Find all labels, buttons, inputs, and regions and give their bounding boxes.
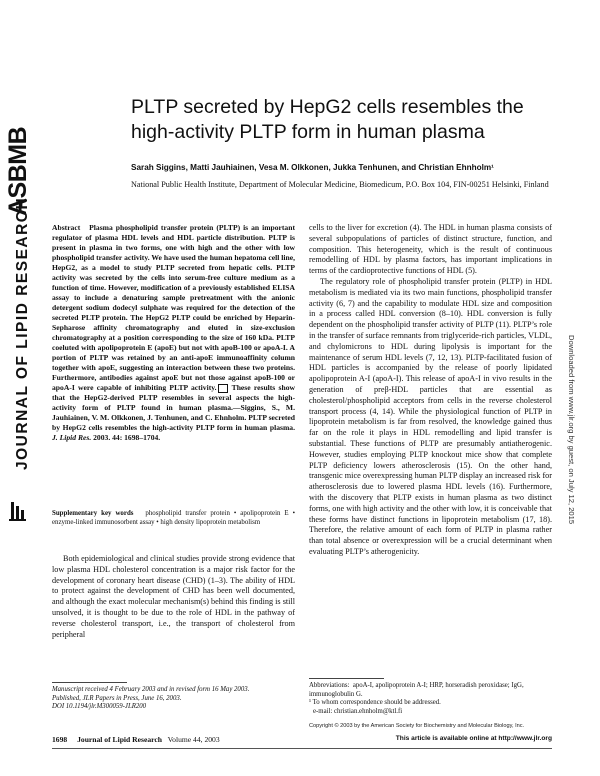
online-availability: This article is available online at http://www.jlr.org	[395, 735, 552, 742]
copyright-line: Copyright © 2003 by the American Society for Biochemistry and Molecular Biology, Inc.	[309, 723, 525, 729]
intro-paragraph: Both epidemiological and clinical studies provide strong evidence that low plasma HDL cholesterol concentration is a major risk factor for the development of coronary heart disease (CHD) (1–3). The ability of HDL to protect against the development of CHD has been well documented, and although the exact molecular mechanism(s) behind this finding is still unsolved, it is thought to be due to the role of HDL in the pathway of reverse cholesterol transport, i.e., the transport of cholesterol from peripheral	[52, 554, 295, 639]
abbreviations	[309, 682, 552, 716]
asbmb-logo-text: ASBMB	[4, 126, 32, 216]
copyright	[309, 723, 559, 730]
download-note: Downloaded from www.jlr.org by guest, on July 12, 2015	[567, 335, 576, 525]
manuscript-published: Published, JLR Papers in Press, June 16, 2003.	[52, 694, 182, 702]
abstract-citation-journal: J. Lipid Res.	[52, 433, 92, 442]
manuscript-doi: DOI 10.1194/jlr.M300059-JLR200	[52, 703, 147, 711]
intro-left-column	[52, 554, 295, 640]
abbreviation-divider	[309, 678, 384, 679]
footnote-divider	[52, 682, 127, 683]
abstract	[52, 223, 295, 443]
right-paragraph-2: The regulatory role of phospholipid transfer protein (PLTP) in HDL metabolism is mediated via its two main functions, phospholipid transfer activity (6, 7) and the capability to modulate HDL size and composition in a process called HDL conversion (8–10). HDL conversion is fully dependent on the phospholipid transfer activity of PLTP (11). PLTP’s role in the transfer of surface remnants from triglyceride-rich particles, VLDL, and chylomicrons to HDL during lipolysis is important for the maintenance of serum HDL levels (7, 12, 13). PLTP-facilitated fusion of HDL particles is accompanied by the release of poorly lipidated apolipoprotein A-I (apoA-I). This release of apoA-I in vivo results in the generation of preβ-HDL particles that are essential as cholesterol/phospholipid acceptors from cells in the reverse cholesterol transport process (4, 14). While the physiological function of PLTP in lipoprotein metabolism is far from resolved, the knowledge gained thus far on the role it plays in HDL remodelling and lipid transfer is substantial. These functions of PLTP are presumably antiatherogenic. However, studies employing PLTP knockout mice show that complete PLTP deficiency lowers atherosclerosis (15). On the other hand, transgenic mice overexpressing human PLTP display an increased risk for atherosclerosis due to lowered plasma HDL levels (16). Furthermore, with the discovery that PLTP exists in human plasma as two distinct forms, one with high activity and the other with low, it is conceivable that these forms have distinct functions in lipoprotein metabolism (17, 18). Therefore, the relative amount of each form of PLTP in plasma rather than total absence or overexpression will be a crucial determinant when evaluating PLTP’s atherogenicity.	[309, 276, 552, 556]
keywords-label: Supplementary key words	[52, 510, 134, 517]
figure-icon	[218, 384, 228, 393]
abbreviations-label: Abbreviations:	[309, 682, 350, 689]
right-paragraph-1: cells to the liver for excretion (4). The HDL in human plasma consists of several subpopulations of particles of distinct structure, function, and composition. This heterogeneity, which is the result of continuous remodelling of HDL by plasma factors, has important implications in terms of the cardioprotective functions of HDL (5).	[309, 223, 552, 276]
footer-divider	[52, 748, 552, 749]
footer-volume: Volume 44, 2003	[167, 735, 220, 744]
correspondence-note: ¹ To whom correspondence should be addressed.	[309, 699, 441, 707]
page-number: 1698	[52, 735, 68, 744]
abstract-text-2: These results show that the HepG2-derived PLTP resembles in several aspects the high-activity form of PLTP found in human plasma.—Siggins, S., M. Jauhiainen, V. M. Olkkonen, J. Tenhunen, and C. Ehnholm. PLTP secreted by HepG2 cells resembles the high-activity PLTP form in human plasma.	[52, 383, 295, 432]
article-title: PLTP secreted by HepG2 cells resembles the high-activity PLTP form in human plasma	[131, 96, 524, 143]
keywords	[52, 509, 295, 527]
author-list: Sarah Siggins, Matti Jauhiainen, Vesa M. Olkkonen, Jukka Tenhunen, and Christian Ehnholm¹	[131, 163, 494, 172]
keywords-text: phospholipid transfer protein • apolipoprotein E • enzyme-linked immunosorbent assay • high density lipoprotein metabolism	[52, 510, 296, 526]
footer-journal: Journal of Lipid Research	[77, 735, 162, 744]
journal-logo-icon	[8, 500, 28, 522]
abstract-citation-tail: 2003. 44: 1698–1704.	[91, 433, 161, 442]
page-footer	[52, 735, 552, 744]
manuscript-info	[52, 686, 295, 712]
affiliation: National Public Health Institute, Department of Molecular Medicine, Biomedicum, P.O. Box 104, FIN-00251 Helsinki, Finland	[131, 180, 549, 189]
email-note: e-mail: christian.ehnholm@ktl.fi	[313, 707, 403, 715]
abbreviations-text: apoA-I, apolipoprotein A-I; HRP, horseradish peroxidase; IgG, immunoglobulin G.	[309, 682, 524, 698]
manuscript-received: Manuscript received 4 February 2003 and in revised form 16 May 2003.	[52, 686, 250, 693]
journal-side-title: JOURNAL OF LIPID RESEARCH	[14, 196, 31, 470]
abstract-label: Abstract	[52, 223, 81, 232]
abstract-text: Plasma phospholipid transfer protein (PLTP) is an important regulator of plasma HDL levels and HDL particle distribution. PLTP is present in plasma in two forms, one with high and the other with low phospholipid transfer activity. We have used the human hepatoma cell line, HepG2, as a model to study PLTP secreted from hepatic cells. PLTP activity was secreted by the cells into serum-free culture medium as a function of time. However, modification of a previously established ELISA assay to include a denaturing sample pretreatment with the anionic detergent sodium dodecyl sulphate was required for the detection of the secreted PLTP protein. The HepG2 PLTP could be enriched by Heparin-Sepharose affinity chromatography and eluted in size-exclusion chromatography at a position corresponding to the size of 160 kDa. PLTP coeluted with apolipoprotein E (apoE) but not with apoB-100 or apoA-I. A portion of PLTP was retained by an anti-apoE immunoaffinity column together with apoE, suggesting an interaction between these two proteins. Furthermore, antibodies against apoE but not those against apoB-100 or apoA-I were capable of inhibiting PLTP activity.	[52, 223, 295, 392]
right-column	[309, 223, 552, 558]
